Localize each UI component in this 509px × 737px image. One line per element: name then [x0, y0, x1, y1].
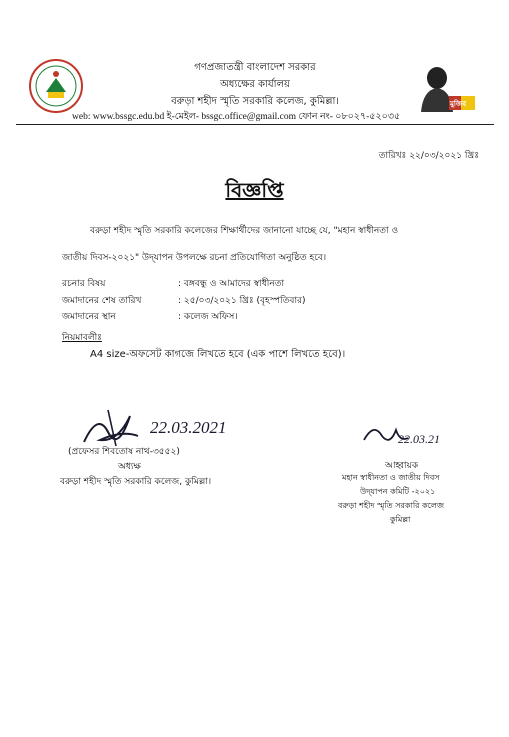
notice-title: বিজ্ঞপ্তি: [225, 178, 284, 202]
notice-date: তারিখঃ ২২/০৩/২০২১ খ্রিঃ: [378, 151, 479, 161]
header-contact: web: www.bssgc.edu.bd ই-মেইল- bssgc.office@gmail.com ফোন নং- ০৮০২৭-৫২০৩৫: [72, 112, 401, 122]
rules-text: A4 size-অফসেট কাগজে লিখতে হবে (এক পাশে লিখতে হবে)।: [90, 349, 346, 360]
header-college: বরুড়া শহীদ স্মৃতি সরকারি কলেজ, কুমিল্লা।: [171, 96, 339, 107]
college-logo: [28, 58, 84, 114]
convener-line4: কুমিল্লা: [390, 515, 411, 524]
principal-sign-date: 22.03.2021: [150, 418, 227, 437]
mujib-logo-text: মুজিব: [450, 100, 467, 108]
principal-designation: অধ্যক্ষ: [118, 462, 141, 472]
rules-heading: নিয়মাবলীঃ: [62, 333, 102, 343]
mujib-logo: [415, 62, 477, 112]
convener-line3: বরুড়া শহীদ স্মৃতি সরকারি কলেজ: [338, 501, 444, 510]
principal-institution: বরুড়া শহীদ স্মৃতি সরকারি কলেজ, কুমিল্লা।: [60, 477, 212, 487]
detail-label-place: জমাদানের স্থান: [62, 312, 116, 322]
detail-value-place: : কলেজ অফিস।: [178, 312, 238, 322]
detail-value-topic: : বঙ্গবন্ধু ও আমাদের স্বাধীনতা: [178, 279, 285, 289]
convener-line2: উদ্‌যাপন কমিটি -২০২১: [360, 487, 436, 496]
detail-label-deadline: জমাদানের শেষ তারিখ: [62, 296, 142, 306]
notice-body-line1: বরুড়া শহীদ স্মৃতি সরকারি কলেজের শিক্ষার্থীদের জানানো যাচ্ছে যে, "মহান স্বাধীনতা ও: [90, 226, 399, 236]
convener-sign-date: 22.03.21: [398, 432, 440, 446]
principal-name: (প্রফেসর শিবতোষ নাথ-৩৫৫২): [68, 447, 180, 457]
header-office: অধ্যক্ষের কার্যালয়: [220, 79, 290, 90]
header-divider: [16, 124, 494, 125]
convener-role: আহ্বায়ক: [385, 461, 419, 471]
header-govt: গণপ্রজাতন্ত্রী বাংলাদেশ সরকার: [194, 62, 316, 73]
detail-label-topic: রচনার বিষয়: [62, 279, 106, 289]
detail-value-deadline: : ২৫/০৩/২০২১ খ্রিঃ (বৃহস্পতিবার): [178, 296, 306, 306]
notice-body-line2: জাতীয় দিবস-২০২১" উদ্‌যাপন উপলক্ষে রচনা প্রতিযোগিতা অনুষ্ঠিত হবে।: [62, 253, 327, 263]
convener-line1: মহান স্বাধীনতা ও জাতীয় দিবস: [342, 473, 440, 482]
